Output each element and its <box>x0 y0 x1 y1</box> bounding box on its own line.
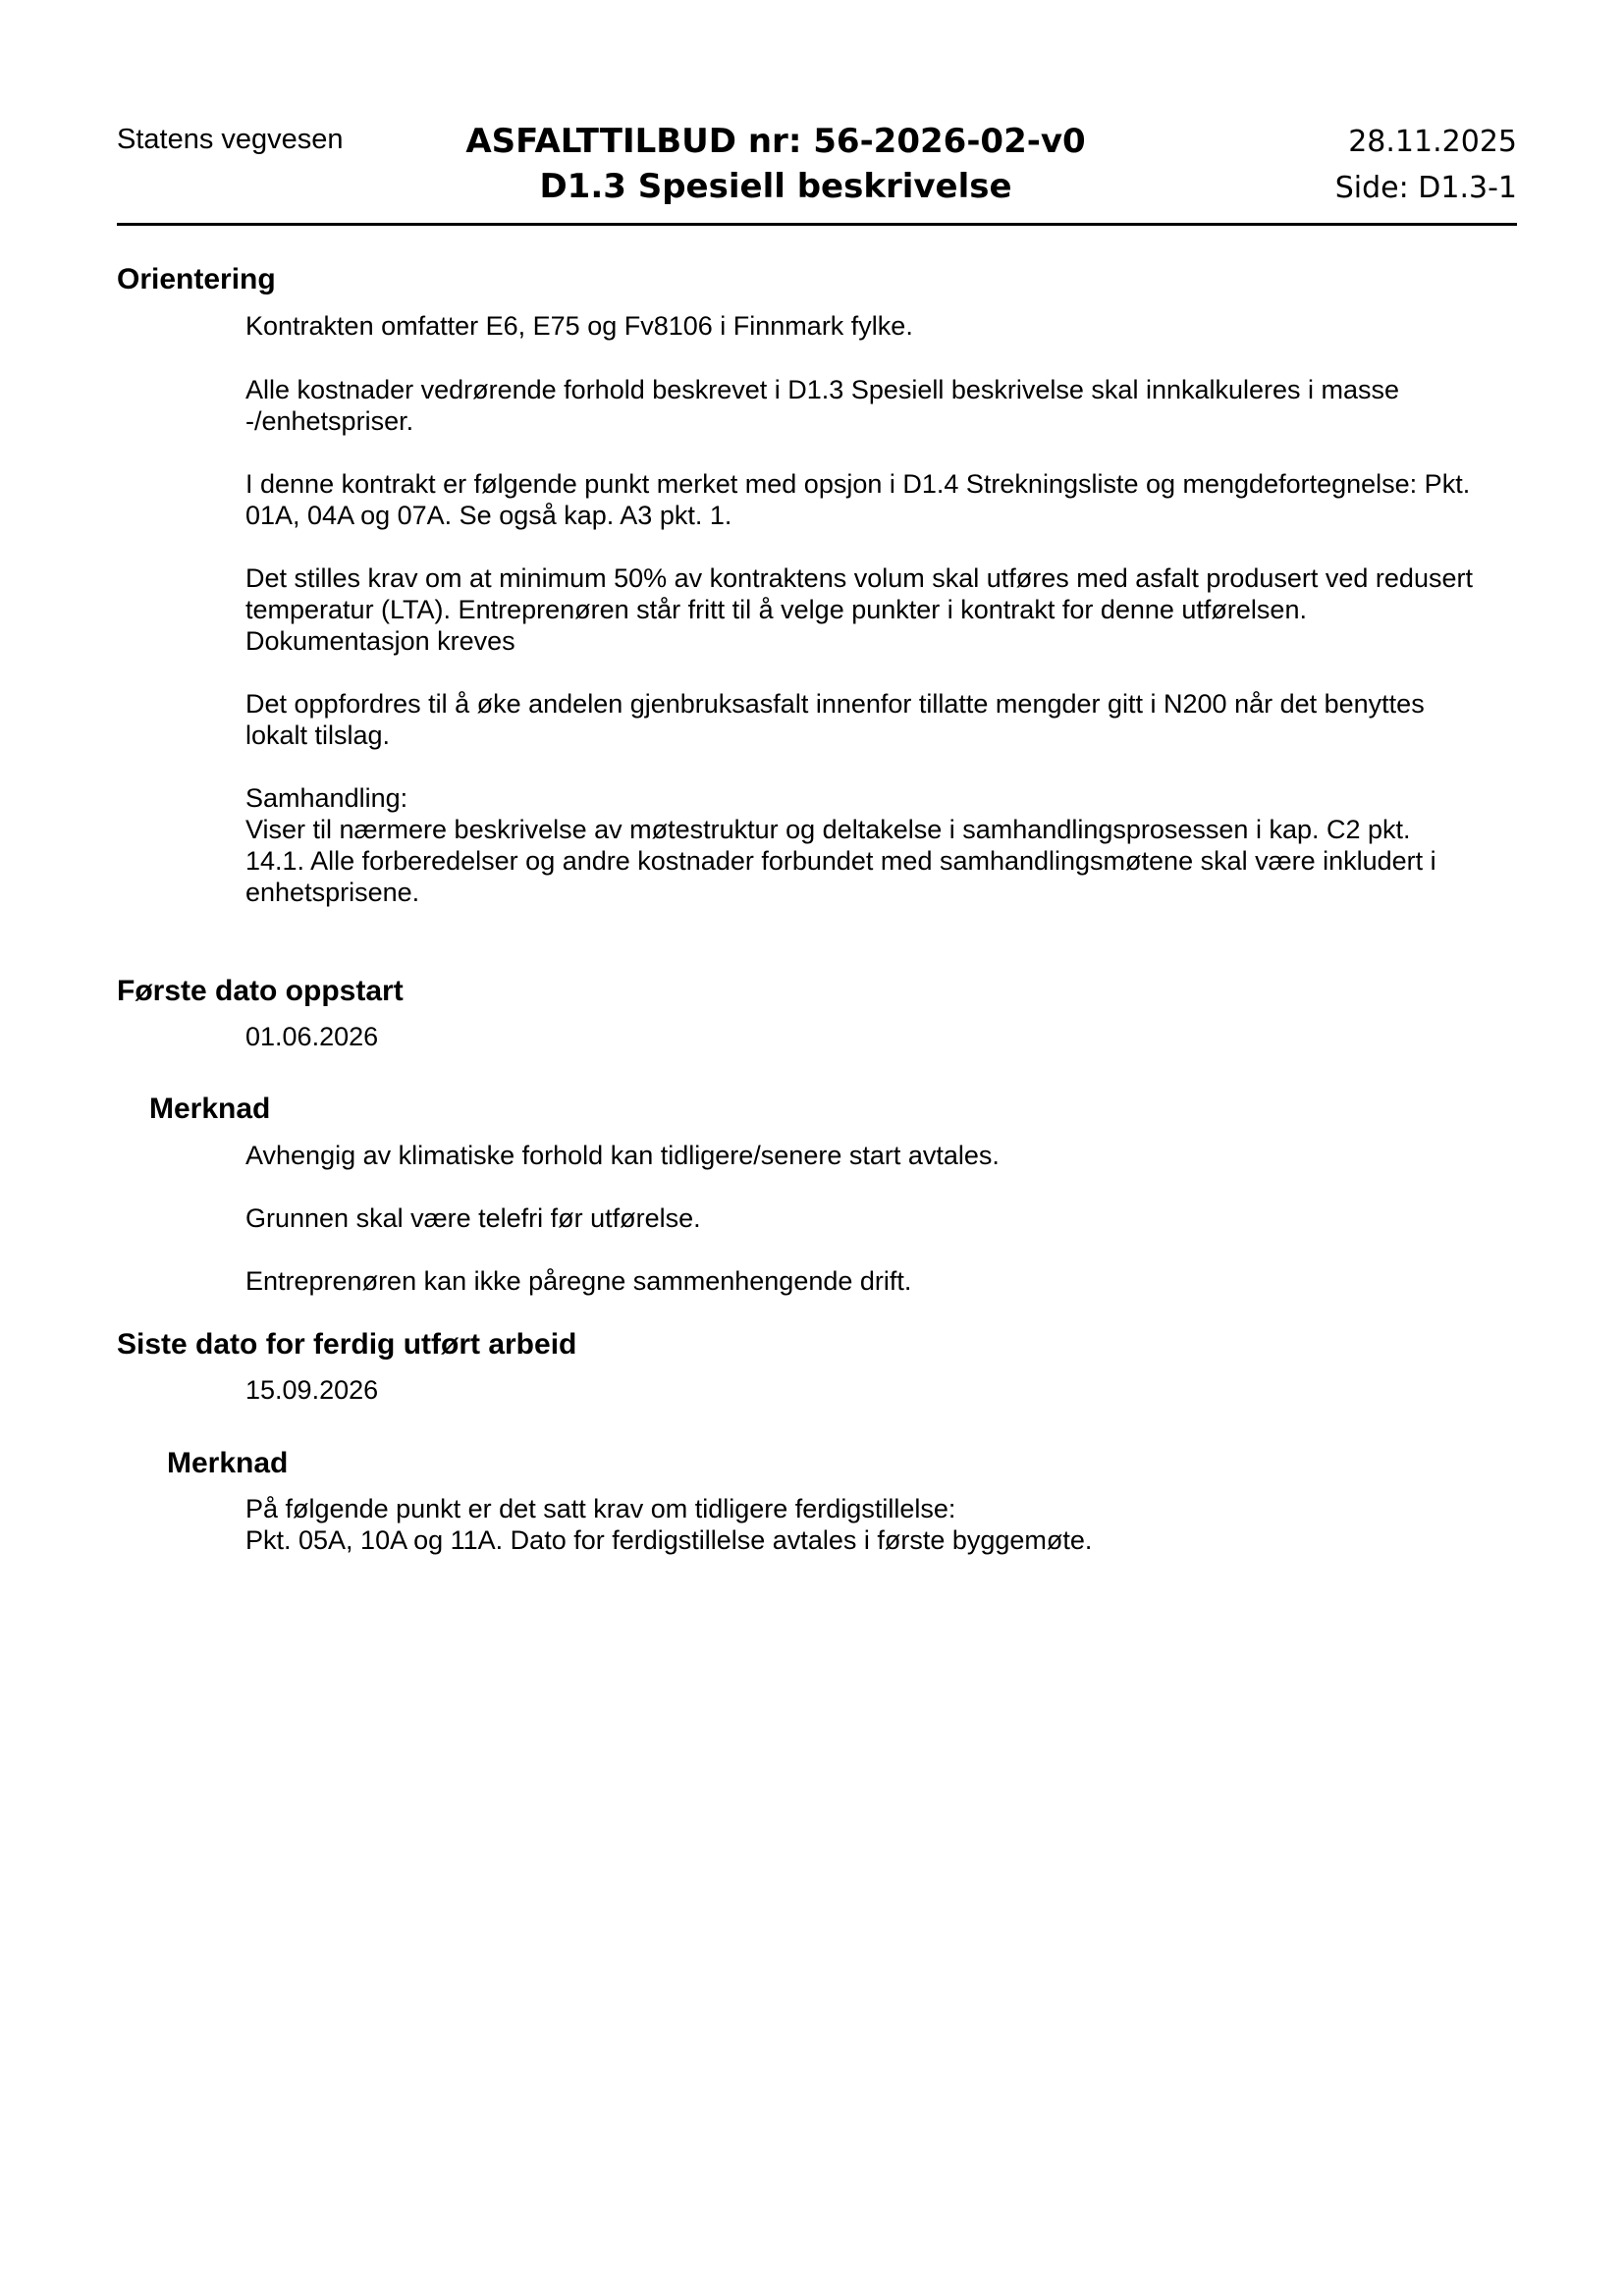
paragraph-line: Pkt. 05A, 10A og 11A. Dato for ferdigstillelse avtales i første byggemøte. <box>245 1525 1093 1555</box>
start-date-value <box>245 1021 1522 1052</box>
paragraph <box>245 468 1522 531</box>
paragraph-line: Dokumentasjon kreves <box>245 626 515 656</box>
paragraph-line: Det stilles krav om at minimum 50% av kontraktens volum skal utføres med asfalt produsert ved redusert <box>245 563 1473 593</box>
section-heading-orientering: Orientering <box>117 263 276 295</box>
document-subtitle: D1.3 Spesiell beskrivelse <box>539 167 1012 206</box>
paragraph-line: enhetsprisene. <box>245 878 420 907</box>
paragraph-line: 15.09.2026 <box>245 1375 379 1405</box>
paragraph <box>245 782 1522 908</box>
section-heading-finish-date: Siste dato for ferdig utført arbeid <box>117 1328 577 1361</box>
paragraph <box>245 1202 1522 1234</box>
subsection-heading-merknad: Merknad <box>149 1093 271 1125</box>
paragraph-line: I denne kontrakt er følgende punkt merket med opsjon i D1.4 Strekningsliste og mengdefortegnelse: Pkt. <box>245 469 1471 499</box>
paragraph-line: lokalt tilslag. <box>245 721 391 750</box>
subsection-heading-merknad: Merknad <box>167 1447 289 1479</box>
header-divider <box>117 223 1517 226</box>
paragraph-line: 01.06.2026 <box>245 1022 379 1051</box>
document-date: 28.11.2025 <box>1348 125 1517 159</box>
paragraph <box>245 1265 1522 1297</box>
paragraph <box>245 562 1522 657</box>
paragraph-line: På følgende punkt er det satt krav om tidligere ferdigstillelse: <box>245 1494 956 1523</box>
paragraph-line: -/enhetspriser. <box>245 406 414 436</box>
paragraph <box>245 1493 1522 1556</box>
paragraph-line: Viser til nærmere beskrivelse av møtestruktur og deltakelse i samhandlingsprosessen i kap. C2 pkt. <box>245 815 1411 844</box>
paragraph-line: Det oppfordres til å øke andelen gjenbruksasfalt innenfor tillatte mengder gitt i N200 når det benyttes <box>245 689 1425 719</box>
page-number: Side: D1.3-1 <box>1334 171 1517 205</box>
paragraph-line: Entreprenøren kan ikke påregne sammenhengende drift. <box>245 1266 912 1296</box>
paragraph <box>245 688 1522 751</box>
organization-name: Statens vegvesen <box>117 124 344 155</box>
paragraph-line: Kontrakten omfatter E6, E75 og Fv8106 i Finnmark fylke. <box>245 311 913 341</box>
paragraph-line: 01A, 04A og 07A. Se også kap. A3 pkt. 1. <box>245 501 732 530</box>
paragraph-line: Grunnen skal være telefri før utførelse. <box>245 1203 701 1233</box>
finish-date-value <box>245 1374 1522 1406</box>
paragraph <box>245 374 1522 437</box>
document-title: ASFALTTILBUD nr: 56-2026-02-v0 <box>465 122 1086 161</box>
paragraph-line: 14.1. Alle forberedelser og andre kostnader forbundet med samhandlingsmøtene skal være inkludert i <box>245 846 1436 876</box>
paragraph <box>245 1140 1522 1171</box>
paragraph-line: Alle kostnader vedrørende forhold beskrevet i D1.3 Spesiell beskrivelse skal innkalkuleres i masse <box>245 375 1400 404</box>
paragraph-line: temperatur (LTA). Entreprenøren står fritt til å velge punkter i kontrakt for denne utførelsen. <box>245 595 1307 624</box>
paragraph <box>245 310 1522 342</box>
paragraph-line: Samhandling: <box>245 783 408 813</box>
section-heading-start-date: Første dato oppstart <box>117 975 404 1007</box>
paragraph-line: Avhengig av klimatiske forhold kan tidligere/senere start avtales. <box>245 1141 1000 1170</box>
